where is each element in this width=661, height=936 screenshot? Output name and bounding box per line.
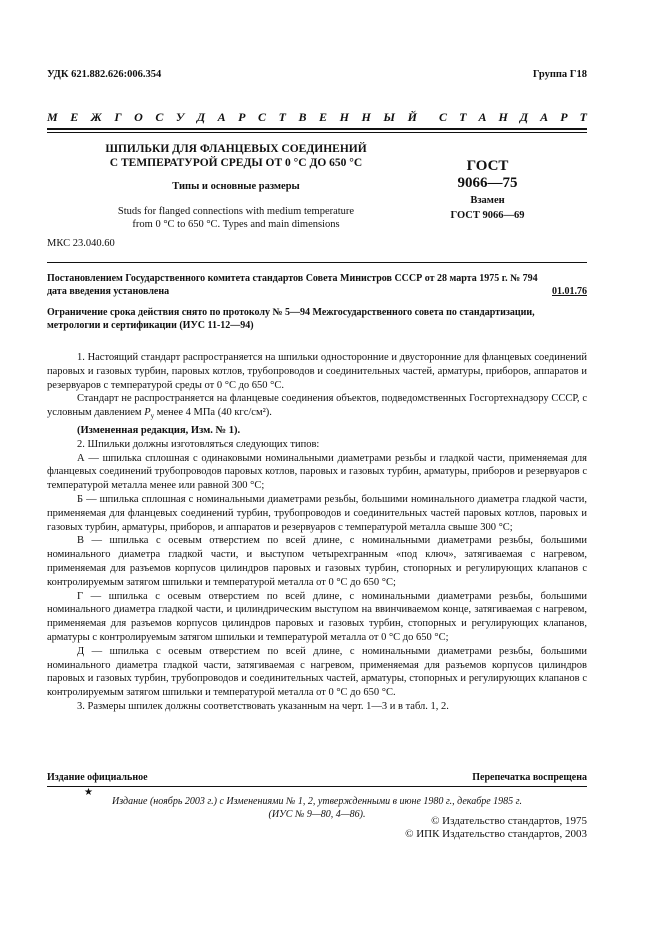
title-ru: [47, 142, 425, 170]
banner-letter: С: [155, 110, 164, 124]
limitation: [47, 306, 587, 332]
decree: [47, 272, 587, 298]
title-en: [47, 205, 425, 231]
banner-letter: У: [175, 110, 185, 124]
banner-letter: Г: [114, 110, 122, 124]
banner-letter: Е: [70, 110, 79, 124]
gost-replaced: ГОСТ 9066—69: [450, 210, 525, 221]
gost-number: 9066—75: [457, 175, 518, 191]
limitation-line: метрологии и сертификации (ИУС 11-12—94): [47, 320, 254, 331]
paragraph-3: 3. Размеры шпилек должны соответствовать указанным на черт. 1—3 и в табл. 1, 2.: [77, 701, 449, 713]
mks-code: МКС 23.040.60: [47, 238, 115, 249]
edition-line: Издание (ноябрь 2003 г.) с Изменениями № 1, 2, утвержденными в июне 1980 г., декабре 1985 г.: [112, 796, 522, 807]
section-rule: [47, 262, 587, 263]
banner-letter: Ж: [90, 110, 102, 124]
banner-letter: А: [540, 110, 549, 124]
title-en-line: from 0 °С to 650 °С. Types and main dimensions: [132, 219, 340, 230]
official-edition: Издание официальное: [47, 772, 148, 783]
copyright-line: © Издательство стандартов, 1975: [431, 815, 587, 827]
banner-letter: С: [439, 110, 448, 124]
banner-letter: М: [47, 110, 58, 124]
decree-line: дата введения установлена: [47, 286, 170, 297]
amendment-note: (Измененная редакция, Изм. № 1).: [77, 425, 241, 437]
banner-letter: Д: [196, 110, 206, 124]
decree-line: Постановлением Государственного комитета стандартов Совета Министров СССР от 28 марта 1975 г. № 794: [47, 273, 538, 284]
paragraph-2-text: Стандарт не распространяется на фланцевые соединения объектов, подведомственных Госгортехнадзору СССР, с условным давлением: [47, 393, 587, 419]
type-a: А — шпилька сплошная с одинаковыми номинальными диаметрами резьбы и гладкой части, применяемая для фланцевых соединений трубопроводов паровых котлов, паровых и газовых турбин, арматуры, приборов и резервуаров с температурой металла менее или равной 300 °С;: [47, 452, 587, 492]
pressure-symbol: P: [144, 407, 151, 419]
banner-letter: Ы: [383, 110, 396, 124]
footer-rule: [47, 786, 587, 787]
banner-letter: В: [298, 110, 307, 124]
gost-label: ГОСТ: [466, 158, 509, 174]
gost-replaced-label: Взамен: [470, 195, 505, 206]
type-d: Д — шпилька с осевым отверстием по всей длине, с номинальными диаметрами резьбы, большими номинального диаметра гладкой части, затягиваемая с нагревом, применяемая для разъемов корпусов цилиндров паровых и газовых турбин, трубопроводов и соединительных частей, арматуры, стопорных и регулирующих клапанов с контролируемым затягом шпильки и температурой металла от 0 °С до 650 °С.: [47, 645, 587, 699]
body-text: [47, 351, 587, 714]
copyright: [405, 815, 587, 840]
subtitle-ru: Типы и основные размеры: [172, 181, 300, 192]
banner-letter: Д: [519, 110, 529, 124]
star-icon: ★: [84, 787, 93, 798]
banner-letter: Т: [459, 110, 467, 124]
title-en-line: Studs for flanged connections with medium temperature: [117, 206, 355, 217]
effective-date: 01.01.76: [552, 286, 587, 297]
banner-word-interstate: [47, 110, 417, 125]
title-line: С ТЕМПЕРАТУРОЙ СРЕДЫ ОТ 0 °С ДО 650 °С: [109, 157, 363, 169]
type-b: Б — шпилька сплошная с номинальными диаметрами резьбы, большими номинального диаметра гладкой части, применяемая для фланцевых соединений турбин, трубопроводов и соединительных частей паровых котлов, паровых и газовых турбин, арматуры, приборов, и аппаратов и резервуаров с температурой металла свыше 300 °С;: [47, 494, 587, 533]
standard-banner: [47, 110, 587, 125]
reprint-notice: Перепечатка воспрещена: [472, 772, 587, 783]
banner-letter: Й: [407, 110, 417, 124]
banner-letter: А: [478, 110, 487, 124]
group-code: Группа Г18: [532, 69, 587, 80]
gost-block: [430, 158, 545, 222]
banner-letter: Т: [278, 110, 286, 124]
paragraph-1: 1. Настоящий стандарт распространяется на шпильки односторонние и двусторонние для фланцевых соединений паровых и газовых турбин, паровых котлов, трубопроводов и соединительных частей, арматуры, приборов, аппаратов и резервуаров с температурой среды от 0 °С до 650 °С.: [47, 352, 587, 391]
pressure-subscript: у: [150, 412, 155, 421]
banner-letter: Н: [361, 110, 371, 124]
type-g: Г — шпилька с осевым отверстием по всей длине, с номинальными диаметрами резьбы, большими номинального диаметра гладкой части, и цилиндрическим выступом на ввинчиваемом конце, затягиваемая с нагревом, применяемая для разъемов корпусов цилиндров паровых и газовых турбин, стопорных и регулирующих клапанов, арматуры с контролируемым затягом шпильки и температурой металла от 0 °С до 650 °С;: [47, 590, 587, 644]
banner-letter: О: [134, 110, 143, 124]
banner-rule-thin: [47, 132, 587, 133]
edition-line: (ИУС № 9—80, 4—86).: [268, 808, 366, 820]
paragraph-2: [47, 392, 587, 424]
banner-letter: Т: [579, 110, 587, 124]
banner-letter: Н: [498, 110, 508, 124]
banner-word-standard: [439, 110, 587, 125]
banner-rule-thick: [47, 128, 587, 130]
banner-letter: А: [217, 110, 226, 124]
paragraph-types-intro: 2. Шпильки должны изготовляться следующих типов:: [77, 438, 320, 450]
type-v: В — шпилька с осевым отверстием по всей длине, с номинальными диаметрами резьбы, большими номинального диаметра гладкой части, и выступом четырехгранным «под ключ», затягиваемая с нагревом, применяемая для разъемов корпусов цилиндров паровых и газовых турбин, стопорных и регулирующих клапанов с контролируемым затягом шпильки и температурой металла от 0 °С до 650 °С;: [47, 535, 587, 588]
udk-code: УДК 621.882.626:006.354: [47, 69, 162, 80]
limitation-line: Ограничение срока действия снято по протоколу № 5—94 Межгосударственного совета по стандартизации,: [47, 307, 535, 318]
paragraph-2-text: менее 4 МПа (40 кгс/см²).: [154, 407, 272, 419]
banner-letter: С: [258, 110, 267, 124]
banner-letter: Е: [319, 110, 328, 124]
banner-letter: Н: [339, 110, 349, 124]
title-line: ШПИЛЬКИ ДЛЯ ФЛАНЦЕВЫХ СОЕДИНЕНИЙ: [105, 143, 367, 155]
copyright-line: © ИПК Издательство стандартов, 2003: [405, 827, 587, 840]
banner-letter: Р: [238, 110, 246, 124]
banner-letter: Р: [560, 110, 568, 124]
